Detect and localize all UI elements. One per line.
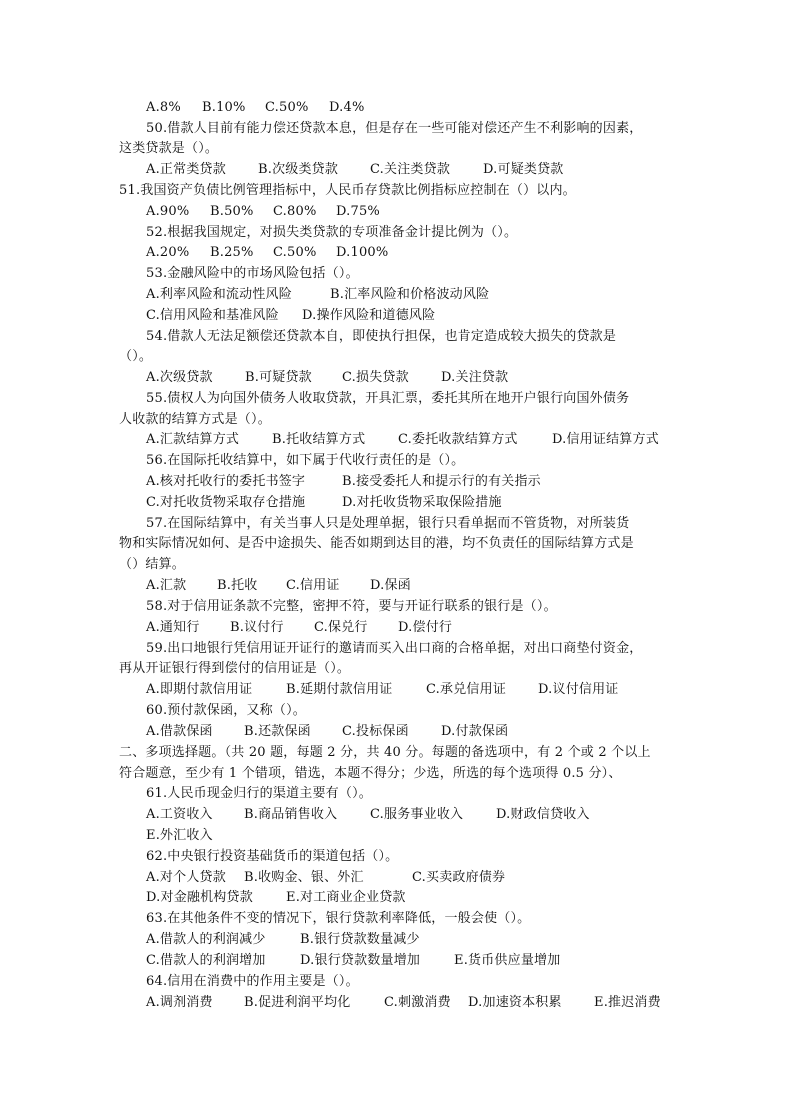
question-57-text-cont2: （）结算。 (119, 557, 186, 572)
option: B.汇率风险和价格波动风险 (330, 287, 490, 302)
question-50-text-cont: 这类贷款是（）。 (119, 141, 219, 156)
option: B.托收 (217, 578, 258, 593)
option: B.延期付款信用证 (286, 682, 393, 697)
option: B.托收结算方式 (272, 432, 366, 447)
option: A.核对托收行的委托书签字 (146, 474, 306, 489)
option: E.推迟消费 (594, 995, 661, 1010)
question-57-text: 57.在国际结算中，有关当事人只是处理单据，银行只看单据而不管货物，对所装货 (146, 516, 630, 531)
question-54-text: 54.借款人无法足额偿还贷款本自，即使执行担保，也肯定造成较大损失的贷款是 (146, 329, 617, 344)
option: A.借款人的利润减少 (146, 932, 266, 947)
option: C.信用证 (286, 578, 340, 593)
option: B.接受委托人和提示行的有关指示 (342, 474, 541, 489)
option: A.20% (146, 245, 190, 260)
option: A.借款保函 (146, 724, 213, 739)
option: D.对金融机构贷款 (146, 890, 253, 905)
option: D.加速资本积累 (468, 995, 562, 1010)
option: B.银行贷款数量减少 (300, 932, 420, 947)
question-55-text-cont: 人收款的结算方式是（）。 (119, 412, 271, 427)
option: B.25% (210, 245, 254, 260)
option: D.信用证结算方式 (552, 432, 659, 447)
option: A.次级贷款 (146, 370, 213, 385)
question-56-text: 56.在国际托收结算中，如下属于代收行责任的是（）。 (146, 453, 465, 468)
option: D.偿付行 (398, 620, 453, 635)
option: C.损失贷款 (342, 370, 409, 385)
question-53-text: 53.金融风险中的市场风险包括（）。 (146, 266, 359, 281)
question-54-text-cont: （）。 (119, 349, 153, 364)
option: D.可疑类贷款 (483, 162, 564, 177)
option: C.50% (265, 100, 309, 115)
option: B.还款保函 (244, 724, 311, 739)
option: C.保兑行 (314, 620, 368, 635)
question-51-text: 51.我国资产负债比例管理指标中，人民币存贷款比例指标应控制在（）以内。 (119, 183, 576, 198)
option: C.委托收款结算方式 (398, 432, 518, 447)
option: B.议付行 (230, 620, 284, 635)
option: A.工资收入 (146, 807, 213, 822)
option: E.货币供应量增加 (454, 953, 561, 968)
option: D.付款保函 (441, 724, 509, 739)
question-61-text: 61.人民币现金归行的渠道主要有（）。 (146, 786, 372, 801)
section-2-heading: 二、多项选择题。（共 20 题，每题 2 分，共 40 分。每题的备选项中，有 2 个或 2 个以上 (119, 745, 651, 760)
option: B.10% (202, 100, 246, 115)
option: C.80% (273, 204, 317, 219)
option: D.保函 (370, 578, 411, 593)
question-50-text: 50.借款人目前有能力偿还贷款本息，但是存在一些可能对偿还产生不利影响的因素， (146, 121, 643, 136)
option: D.对托收货物采取保险措施 (342, 495, 502, 510)
option: C.借款人的利润增加 (146, 953, 266, 968)
option: C.关注类贷款 (370, 162, 451, 177)
option: D.财政信贷收入 (496, 807, 590, 822)
option: D.银行贷款数量增加 (300, 953, 421, 968)
question-60-text: 60.预付款保函，又称（）。 (146, 703, 306, 718)
option: E.外汇收入 (146, 828, 213, 843)
option: A.对个人贷款 (146, 870, 226, 885)
question-59-text: 59.出口地银行凭信用证开证行的邀请而买入出口商的合格单据，对出口商垫付资金， (146, 641, 643, 656)
question-55-text: 55.债权人为向国外债务人收取贷款，开具汇票，委托其所在地开户银行向国外债务 (146, 391, 630, 406)
option: A.调剂消费 (146, 995, 213, 1010)
option: E.对工商业企业贷款 (286, 890, 406, 905)
option: C.刺激消费 (384, 995, 451, 1010)
option: A.汇款结算方式 (146, 432, 240, 447)
option: C.50% (273, 245, 317, 260)
option: A.即期付款信用证 (146, 682, 253, 697)
option: C.买卖政府债券 (412, 870, 506, 885)
option: B.可疑贷款 (245, 370, 312, 385)
question-64-text: 64.信用在消费中的作用主要是（）。 (146, 974, 359, 989)
question-52-text: 52.根据我国规定，对损失类贷款的专项准备金计提比例为（）。 (146, 225, 518, 240)
question-63-text: 63.在其他条件不变的情况下，银行贷款利率降低，一般会使（）。 (146, 911, 531, 926)
section-2-heading-cont: 符合题意，至少有 1 个错项，错选，本题不得分；少选，所选的每个选项得 0.5 分）、 (119, 766, 622, 781)
question-57-text-cont: 物和实际情况如何、是否中途损失、能否如期到达目的港，均不负责任的国际结算方式是 (119, 536, 634, 551)
option: B.商品销售收入 (244, 807, 338, 822)
option: C.承兑信用证 (426, 682, 507, 697)
option: A.利率风险和流动性风险 (146, 287, 292, 302)
option: A.8% (146, 100, 181, 115)
option: A.90% (146, 204, 190, 219)
option: B.促进利润平均化 (244, 995, 351, 1010)
option: D.议付信用证 (538, 682, 619, 697)
option: D.操作风险和道德风险 (302, 308, 436, 323)
question-59-text-cont: 再从开证银行得到偿付的信用证是（）。 (119, 661, 351, 676)
option: A.正常类贷款 (146, 162, 226, 177)
option: B.次级类贷款 (258, 162, 339, 177)
option: C.服务事业收入 (370, 807, 464, 822)
option: B.50% (210, 204, 254, 219)
option: A.汇款 (146, 578, 187, 593)
option: C.对托收货物采取存仓措施 (146, 495, 306, 510)
option: D.75% (336, 204, 380, 219)
option: C.投标保函 (342, 724, 409, 739)
option: D.关注贷款 (441, 370, 509, 385)
question-58-text: 58.对于信用证条款不完整，密押不符，要与开证行联系的银行是（）。 (146, 599, 557, 614)
option: D.100% (336, 245, 389, 260)
option: A.通知行 (146, 620, 200, 635)
option: D.4% (329, 100, 365, 115)
option: C.信用风险和基准风险 (146, 308, 279, 323)
option: B.收购金、银、外汇 (244, 870, 364, 885)
question-62-text: 62.中央银行投资基础货币的渠道包括（）。 (146, 849, 399, 864)
